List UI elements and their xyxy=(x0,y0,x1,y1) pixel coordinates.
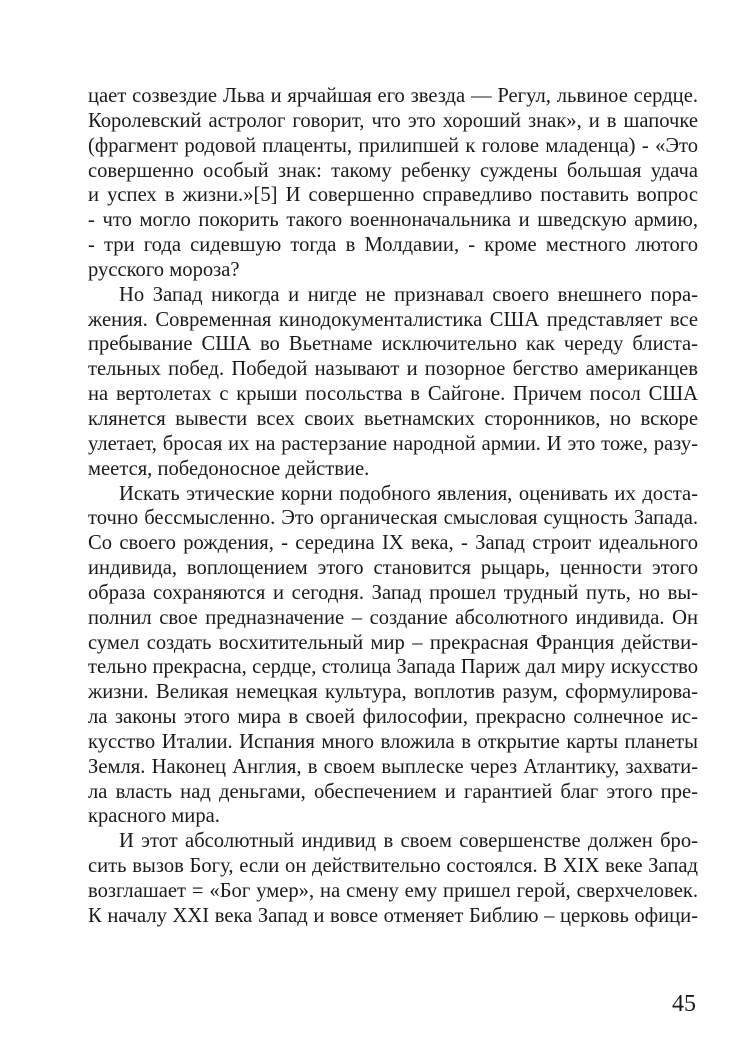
text-line: образа сохраняются и сегодня. Запад прошел трудный путь, но вы- xyxy=(88,581,698,604)
text-line: Королевский астролог говорит, что это хороший знак», и в шапочке xyxy=(88,109,698,132)
text-line: ла власть над деньгами, обеспечением и гарантией благ этого пре- xyxy=(88,780,698,803)
text-line: возглашает = «Бог умер», на смену ему пришел герой, сверхчеловек. xyxy=(88,880,698,902)
text-line: Земля. Наконец Англия, в своем выплеске через Атлантику, захвати- xyxy=(88,755,698,778)
body-text xyxy=(88,84,698,929)
text-line: меется, победоносное действие. xyxy=(88,457,370,480)
text-line: К началу XXI века Запад и вовсе отменяет Библию – церковь офици- xyxy=(88,904,698,927)
text-line: клянется вывести всех своих вьетнамских сторонников, но вскоре xyxy=(88,407,698,430)
text-line: кусство Италии. Испания много вложила в открытие карты планеты xyxy=(88,730,698,753)
text-line: Искать этические корни подобного явления, оценивать их доста- xyxy=(119,482,698,505)
text-line: жизни. Великая немецкая культура, воплотив разум, сформулирова- xyxy=(88,681,698,704)
text-line: улетает, бросая их на растерзание народной армии. И это тоже, разу- xyxy=(88,432,698,455)
text-line: тельных побед. Победой называют и позорное бегство американцев xyxy=(88,358,698,381)
text-line: красного мира. xyxy=(88,805,220,828)
text-line: индивида, воплощением этого становится рыцарь, ценности этого xyxy=(88,557,698,580)
text-line: Со своего рождения, - середина IX века, - Запад строит идеального xyxy=(88,532,698,555)
text-line: Но Запад никогда и нигде не признавал своего внешнего пора- xyxy=(119,283,698,306)
text-line: сить вызов Богу, если он действительно состоялся. В XIX веке Запад xyxy=(88,855,698,878)
page-number: 45 xyxy=(672,991,696,1017)
text-line: цает созвездие Льва и ярчайшая его звезда — Регул, львиное сердце. xyxy=(88,85,698,107)
text-line: и успех в жизни.»[5] И совершенно справедливо поставить вопрос xyxy=(88,184,698,207)
text-line: (фрагмент родовой плаценты, прилипшей к голове младенца) - «Это xyxy=(88,134,698,157)
text-line: жения. Современная кинодокументалистика США представляет все xyxy=(88,308,698,331)
text-line: сумел создать восхитительный мир – прекрасная Франция действи- xyxy=(88,631,698,654)
text-line: тельно прекрасна, сердце, столица Запада Париж дал миру искусство xyxy=(88,656,698,679)
text-line: - что могло покорить такого военноначальника и шведскую армию, xyxy=(88,209,698,232)
text-line: точно бессмысленно. Это органическая смысловая сущность Запада. xyxy=(88,507,698,530)
text-line: - три года сидевшую тогда в Молдавии, - кроме местного лютого xyxy=(88,234,698,257)
text-line: ла законы этого мира в своей философии, прекрасно солнечное ис- xyxy=(88,706,698,729)
text-line: пребывание США во Вьетнаме исключительно как череду блиста- xyxy=(88,333,698,356)
text-line: совершенно особый знак: такому ребенку суждены большая удача xyxy=(88,159,698,182)
text-line: на вертолетах с крыши посольства в Сайгоне. Причем посол США xyxy=(88,383,698,406)
text-line: русского мороза? xyxy=(88,258,240,281)
text-line: И этот абсолютный индивид в своем совершенстве должен бро- xyxy=(119,830,698,853)
text-line: полнил свое предназначение – создание абсолютного индивида. Он xyxy=(88,606,698,629)
